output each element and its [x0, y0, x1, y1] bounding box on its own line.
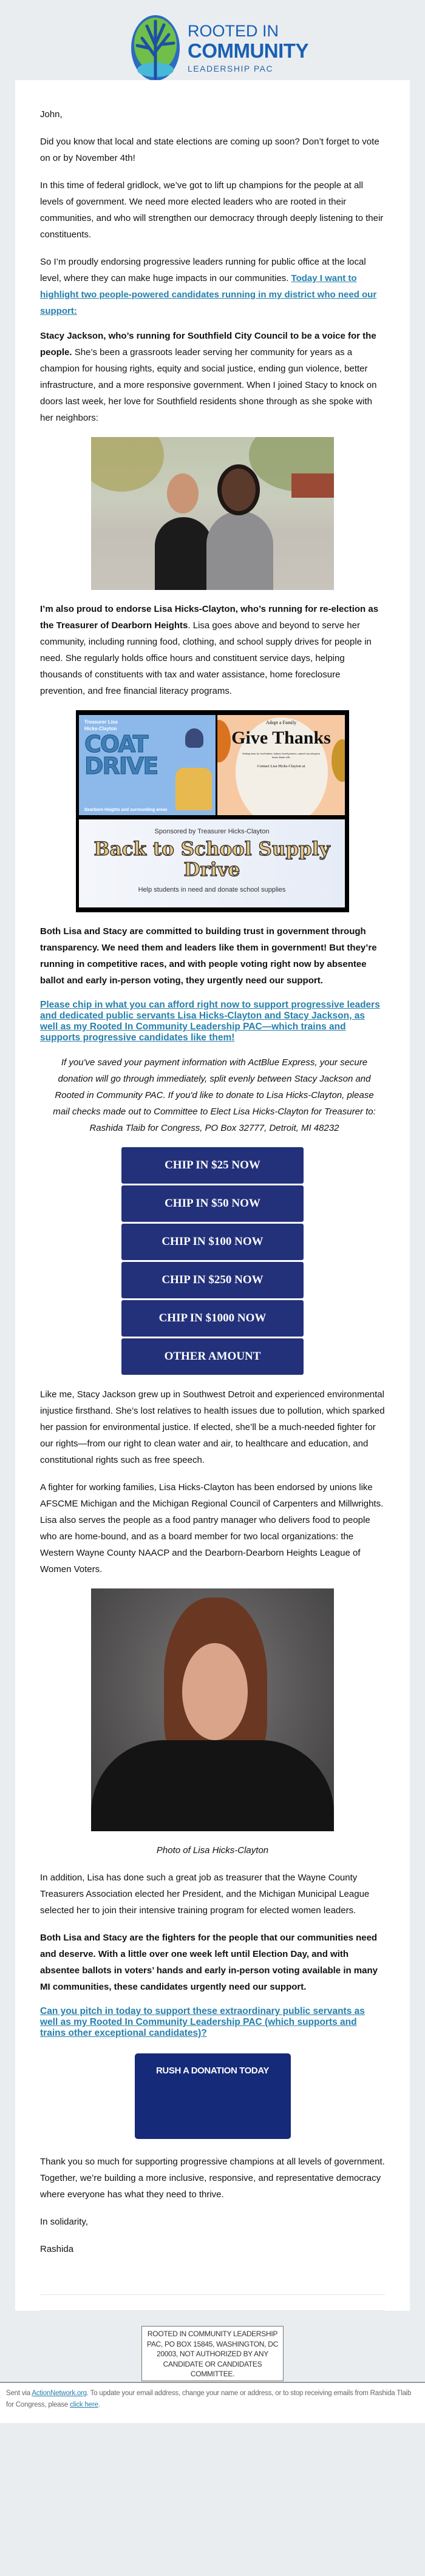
gridlock-paragraph: In this time of federal gridlock, we’ve got to lift up champions for the people at all levels of government. We need more elected leaders who are rooted in their communities, and who will strengthen our democracy through deeply listening to their constituents. — [40, 180, 384, 240]
highlight-candidates-link[interactable]: Today I want to highlight two people-powered candidates running in my district who need our support: — [40, 273, 377, 316]
both-committed-paragraph — [40, 923, 385, 989]
school-supply-sponsor: Sponsored by Treasurer Hicks-Clayton — [154, 828, 270, 835]
footer-period: . — [98, 2401, 100, 2408]
email-footer — [0, 2382, 425, 2423]
school-supply-flyer — [79, 819, 345, 907]
school-supply-subtitle: Help students in need and donate school supplies — [138, 886, 286, 893]
logo-line-3: LEADERSHIP PAC — [188, 64, 274, 73]
chip-in-1000-button[interactable]: CHIP IN $1000 NOW — [121, 1300, 304, 1337]
email-body — [15, 80, 410, 2311]
coat-drive-label: Treasurer Lisa Hicks-Clayton — [84, 719, 118, 731]
logo-line-2: COMMUNITY — [188, 39, 308, 62]
footer-sent-via: Sent via — [6, 2389, 30, 2397]
intro-paragraph: Did you know that local and state elections are coming up soon? Don’t forget to vote on or by November 4th! — [40, 137, 379, 163]
email-header — [0, 0, 425, 80]
thanks-paragraph: Thank you so much for supporting progressive champions at all levels of government. Together, we’re building a more inclusive, responsive, and representative democracy where everyone has what they need to thrive. — [40, 2157, 385, 2200]
chip-in-50-button[interactable]: CHIP IN $50 NOW — [121, 1185, 304, 1222]
logo-line-1: ROOTED IN — [188, 22, 279, 40]
both-committed-text: Both Lisa and Stacy are committed to building trust in government through transparency. We need them and leaders like them in government! But they’re running in competitive races, and with people voting right now by absentee ballot and early in-person voting, they urgently need our support. — [40, 926, 377, 986]
chip-in-250-button[interactable]: CHIP IN $250 NOW — [121, 1262, 304, 1298]
other-amount-button[interactable]: OTHER AMOUNT — [121, 1338, 304, 1375]
pitch-in-link[interactable]: Can you pitch in today to support these extraordinary public servants as well as my Rooted In Community Leadership PAC (which supports and trains other exceptional candidates)? — [40, 2006, 365, 2038]
give-thanks-details: Seeking items for food baskets: turkeys, boxed potatoes, canned corn and green beans, dinner rolls — [242, 752, 320, 759]
coat-drive-title: COAT DRIVE — [84, 731, 158, 779]
lisa-paragraph — [40, 601, 385, 699]
chip-in-link-paragraph — [40, 1000, 385, 1043]
stacy-text: She’s been a grassroots leader serving her community for years as a champion for housing rights, equity and social justice, ending gun violence, better infrastructure, and a more responsive government. When I joined Stacy to knock on doors last week, her love for Southfield residents shone through as she spoke with her neighbors: — [40, 347, 377, 423]
both-fighters-paragraph — [40, 1930, 385, 1995]
chip-in-link[interactable]: Please chip in what you can afford right now to support progressive leaders and dedicated public servants Lisa Hicks-Clayton and Stacy Jackson, as well as my Rooted In Community Leadership PAC—which trains and supports progressive candidates like them! — [40, 1000, 380, 1043]
chip-in-100-button[interactable]: CHIP IN $100 NOW — [121, 1224, 304, 1260]
unsubscribe-link[interactable]: click here — [70, 2401, 98, 2408]
stacy-headline: Stacy Jackson, who’s running for Southfield City Council to be a voice for the people. — [40, 331, 376, 358]
give-thanks-flyer — [217, 715, 345, 815]
fighter-paragraph: A fighter for working families, Lisa Hicks-Clayton has been endorsed by unions like AFSCME Michigan and the Michigan Regional Council of Carpenters and Millwrights. Lisa also serves the people as a food pantry manager who delivers food to people who are home-bound, and as a board member for two local organizations: the Western Wayne County NAACP and the Dearborn-Dearborn Heights League of Women Voters. — [40, 1482, 384, 1574]
lisa-text: . Lisa goes above and beyond to serve her community, including running food, clothing, and school supply drives for people in need. She regularly holds office hours and constituent service days, helping thousands of constituents with tax and water assistance, home foreclosure prevention, and free financial literacy programs. — [40, 620, 372, 696]
coat-drive-flyer — [79, 715, 216, 815]
jacket-icon — [175, 768, 212, 810]
signature: Rashida — [40, 2244, 74, 2254]
stacy-paragraph — [40, 328, 385, 426]
closing: In solidarity, — [40, 2217, 88, 2227]
like-me-paragraph: Like me, Stacy Jackson grew up in Southwest Detroit and experienced environmental injustice firsthand. She’s lost relatives to health issues due to pollution, which sparked her passion for environmental justice. If elected, she’ll be a much-needed fighter for our rights—from our right to clean water and air, to healthcare and education, and constitutional rights such as free speech. — [40, 1389, 385, 1465]
rush-donation-button[interactable]: RUSH A DONATION TODAY — [135, 2053, 291, 2139]
addition-paragraph: In addition, Lisa has done such a great job as treasurer that the Wayne County Treasurers Association elected her President, and the Michigan Municipal League selected her to join their intensive training program for elected women leaders. — [40, 1873, 370, 1916]
action-network-link[interactable]: ActionNetwork.org — [32, 2389, 87, 2397]
both-fighters-text: Both Lisa and Stacy are the fighters for the people that our communities need and deserve. With a little over one week left until Election Day, and with absentee ballots in voters’ hands and early in-person voting available in many MI communities, these candidates urgently need our support. — [40, 1933, 378, 1992]
footer-text: . To update your email address, change your name or address, or to stop receiving emails from Rashida Tlaib for Congress, please — [6, 2389, 412, 2408]
adopt-family-label: Adopt a Family — [265, 720, 297, 725]
photo-caption: Photo of Lisa Hicks-Clayton — [156, 1845, 269, 1856]
pitch-in-link-paragraph — [40, 2006, 385, 2039]
hat-icon — [185, 728, 203, 748]
coat-drive-footer: Dearborn Heights and surrounding areas — [84, 808, 168, 812]
give-thanks-title: Give Thanks — [231, 728, 331, 748]
lisa-headline: I’m also proud to endorse Lisa Hicks-Clayton, who’s running for re-election as the Treasurer of Dearborn Heights — [40, 604, 379, 631]
lisa-community-drives-flyer — [76, 710, 349, 912]
paid-for-disclaimer: ROOTED IN COMMUNITY LEADERSHIP PAC, PO BOX 15845, WASHINGTON, DC 20003, NOT AUTHORIZED BY ANY CANDIDATE OR CANDIDATES COMMITTEE. — [141, 2326, 284, 2381]
divider — [40, 2295, 385, 2311]
greeting: John, — [40, 109, 63, 120]
endorsing-text: So I’m proudly endorsing progressive leaders running for public office at the local level, where they can make huge impacts in our communities. — [40, 257, 366, 283]
chip-in-25-button[interactable]: CHIP IN $25 NOW — [121, 1147, 304, 1184]
school-supply-title: Back to School Supply Drive — [93, 838, 330, 881]
tree-logo-icon — [130, 14, 181, 82]
rooted-in-community-logo[interactable] — [130, 14, 308, 82]
give-thanks-contact: Contact Lisa Hicks-Clayton at — [257, 764, 305, 768]
photo-lisa-hicks-clayton — [91, 1588, 334, 1831]
photo-stacy-and-rashida — [91, 437, 334, 590]
endorsing-paragraph — [40, 254, 385, 319]
donation-buttons — [121, 1147, 304, 1375]
actblue-note: If you've saved your payment information with ActBlue Express, your secure donation will go through immediately, split evenly between Stacy Jackson and Rooted in Community PAC. If you'd like to donate to Lisa Hicks-Clayton, please mail checks made out to Committee to Elect Lisa Hicks-Clayton for Treasurer to: Rashida Tlaib for Congress, PO Box 32777, Detroit, MI 48232 — [53, 1057, 376, 1133]
